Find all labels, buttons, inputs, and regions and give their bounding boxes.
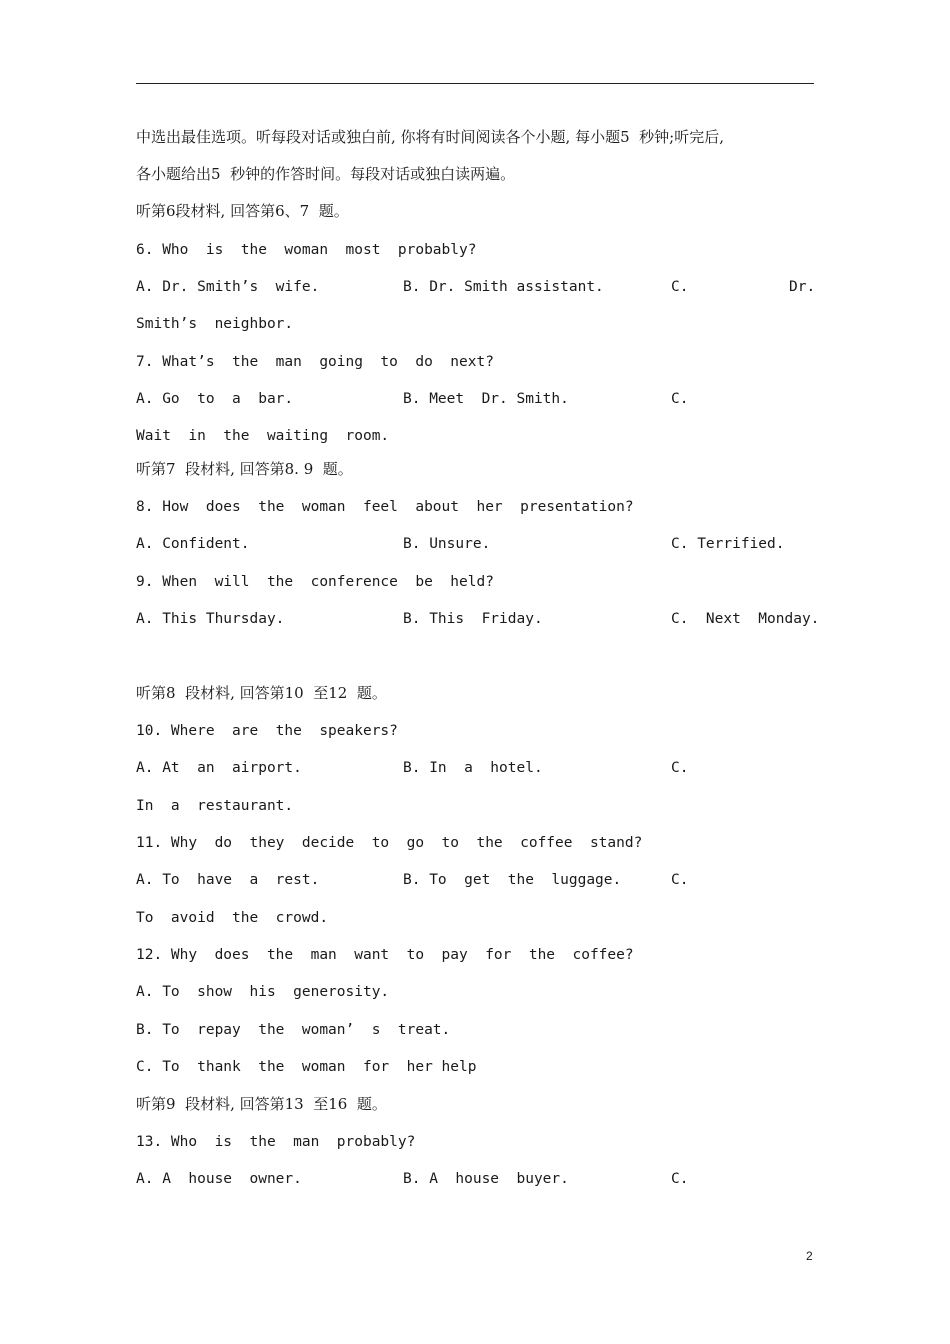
q13-option-b: B. A house buyer.	[403, 1171, 569, 1187]
q7-option-c-continued: Wait in the waiting room.	[136, 428, 390, 444]
section-heading-9: 听第9 段材料, 回答第13 至16 题。	[136, 1095, 387, 1113]
page-number: 2	[806, 1249, 813, 1263]
q10-option-b: B. In a hotel.	[403, 760, 543, 776]
q13-option-a: A. A house owner.	[136, 1171, 302, 1187]
q12-option-c: C. To thank the woman for her help	[136, 1059, 477, 1075]
question-10: 10. Where are the speakers?	[136, 723, 398, 739]
q12-option-b: B. To repay the woman’ s treat.	[136, 1022, 451, 1038]
section-heading-6: 听第6段材料, 回答第6、7 题。	[136, 202, 349, 220]
q8-option-c: C. Terrified.	[671, 536, 785, 552]
q11-option-b: B. To get the luggage.	[403, 872, 622, 888]
q7-option-a: A. Go to a bar.	[136, 391, 294, 407]
q6-option-a: A. Dr. Smith’s wife.	[136, 279, 320, 295]
section-heading-7: 听第7 段材料, 回答第8. 9 题。	[136, 460, 353, 478]
instructions-line-2: 各小题给出5 秒钟的作答时间。每段对话或独白读两遍。	[136, 165, 516, 183]
question-9: 9. When will the conference be held?	[136, 574, 494, 590]
q13-option-c-label: C.	[671, 1171, 689, 1187]
q8-option-b: B. Unsure.	[403, 536, 491, 552]
q8-option-a: A. Confident.	[136, 536, 250, 552]
question-12: 12. Why does the man want to pay for the coffee?	[136, 947, 634, 963]
header-rule	[136, 83, 814, 84]
q9-option-a: A. This Thursday.	[136, 611, 285, 627]
q11-option-c-continued: To avoid the crowd.	[136, 910, 329, 926]
instructions-line-1: 中选出最佳选项。听每段对话或独白前, 你将有时间阅读各个小题, 每小题5 秒钟;听完后,	[136, 128, 724, 146]
q11-option-c-label: C.	[671, 872, 689, 888]
q6-option-c-continued: Smith’s neighbor.	[136, 316, 294, 332]
q7-option-c-label: C.	[671, 391, 689, 407]
q12-option-a: A. To show his generosity.	[136, 984, 390, 1000]
q10-option-c-label: C.	[671, 760, 689, 776]
q10-option-c-continued: In a restaurant.	[136, 798, 294, 814]
question-6: 6. Who is the woman most probably?	[136, 242, 477, 258]
section-heading-8: 听第8 段材料, 回答第10 至12 题。	[136, 684, 387, 702]
q9-option-b: B. This Friday.	[403, 611, 543, 627]
q11-option-a: A. To have a rest.	[136, 872, 320, 888]
question-13: 13. Who is the man probably?	[136, 1134, 416, 1150]
q10-option-a: A. At an airport.	[136, 760, 302, 776]
q7-option-b: B. Meet Dr. Smith.	[403, 391, 569, 407]
question-7: 7. What’s the man going to do next?	[136, 354, 494, 370]
question-11: 11. Why do they decide to go to the coffee stand?	[136, 835, 643, 851]
q6-option-c-label: C.	[671, 279, 689, 295]
question-8: 8. How does the woman feel about her presentation?	[136, 499, 634, 515]
q6-option-b: B. Dr. Smith assistant.	[403, 279, 604, 295]
q6-option-c-text: Dr.	[789, 279, 816, 295]
q9-option-c: C. Next Monday.	[671, 611, 820, 627]
